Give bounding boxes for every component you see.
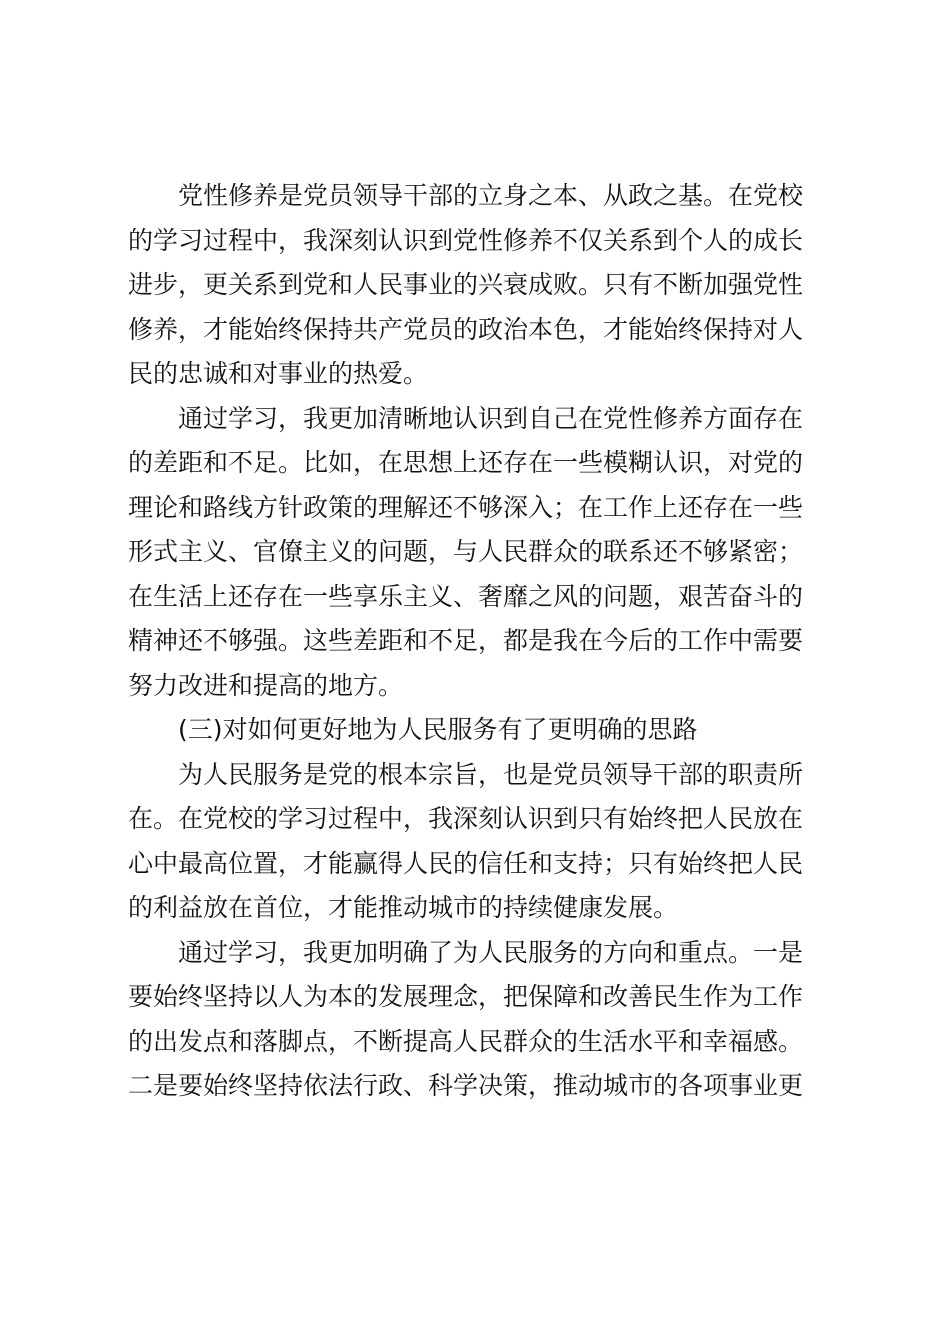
section-heading-serve-people: (三)对如何更好地为人民服务有了更明确的思路 <box>178 715 698 744</box>
paragraph-serve-people-purpose: 为人民服务是党的根本宗旨，也是党员领导干部的职责所 在。在党校的学习过程中，我深刻认识到只有始终把人民放在 心中最高位置，才能赢得人民的信任和支持；只有始终把人民 的利益放在首位，才能推动城市的持续健康发展。 <box>128 759 804 922</box>
paragraph-party-spirit: 党性修养是党员领导干部的立身之本、从政之基。在党校 的学习过程中，我深刻认识到党性修养不仅关系到个人的成长 进步，更关系到党和人民事业的兴衰成败。只有不断加强党性 修养，才能始终保持共产党员的政治本色，才能始终保持对人 民的忠诚和对事业的热爱。 <box>128 181 804 388</box>
paragraph-shortcomings: 通过学习，我更加清晰地认识到自己在党性修养方面存在 的差距和不足。比如，在思想上还存在一些模糊认识，对党的 理论和路线方针政策的理解还不够深入；在工作上还存在一些 形式主义、官僚主义的问题，与人民群众的联系还不够紧密； 在生活上还存在一些享乐主义、奢靡之风的问题，艰苦奋斗的 精神还不够强。这些差距和不足，都是我在今后的工作中需要 努力改进和提高的地方。 <box>128 403 804 700</box>
paragraph-serve-people-direction: 通过学习，我更加明确了为人民服务的方向和重点。一是 要始终坚持以人为本的发展理念，把保障和改善民生作为工作 的出发点和落脚点，不断提高人民群众的生活水平和幸福感。 二是要始终坚持依法行政、科学决策，推动城市的各项事业更 <box>128 937 804 1100</box>
document-body <box>128 174 820 1109</box>
